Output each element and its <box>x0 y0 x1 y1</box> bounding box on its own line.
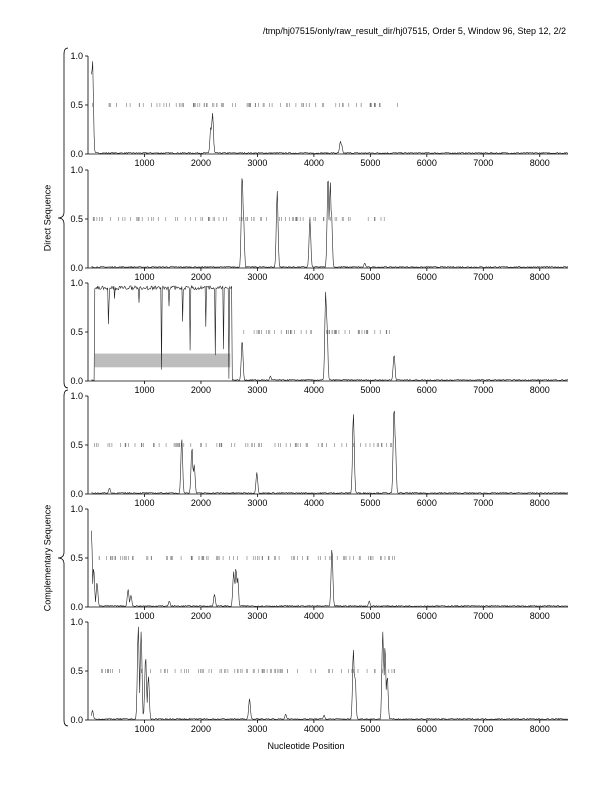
y-tick-label-5-1: 0.5 <box>70 553 83 563</box>
x-tick-label-2-1: 2000 <box>190 272 211 282</box>
x-tick-label-3-6: 7000 <box>473 385 494 395</box>
x-tick-label-3-2: 3000 <box>247 385 268 395</box>
x-tick-label-4-7: 8000 <box>529 498 550 508</box>
y-tick-label-2-2: 1.0 <box>70 165 83 175</box>
brace-complementary <box>58 390 68 726</box>
group-label-complementary: Complementary Sequence <box>41 504 52 612</box>
x-tick-label-1-5: 6000 <box>416 158 437 168</box>
header-text: /tmp/hj07515/only/raw_result_dir/hj07515, Order 5, Window 96, Step 12, 2/2 <box>262 26 566 36</box>
x-tick-label-3-7: 8000 <box>529 385 550 395</box>
x-tick-label-6-3: 4000 <box>303 724 324 734</box>
x-tick-label-6-0: 1000 <box>134 724 155 734</box>
x-tick-label-6-2: 3000 <box>247 724 268 734</box>
midline-ticks-5 <box>99 556 394 560</box>
midline-ticks-3 <box>244 330 390 334</box>
x-tick-label-2-5: 6000 <box>416 272 437 282</box>
y-tick-label-1-2: 1.0 <box>70 51 83 61</box>
y-tick-label-3-1: 0.5 <box>70 327 83 337</box>
signal-trace-4 <box>91 411 568 494</box>
highlight-box-3 <box>95 354 231 368</box>
x-tick-label-1-4: 5000 <box>360 158 381 168</box>
x-tick-label-4-3: 4000 <box>303 498 324 508</box>
y-tick-label-5-0: 0.0 <box>70 602 83 612</box>
x-tick-label-6-1: 2000 <box>190 724 211 734</box>
y-tick-label-1-1: 0.5 <box>70 100 83 110</box>
y-tick-label-1-0: 0.0 <box>70 149 83 159</box>
x-tick-label-2-0: 1000 <box>134 272 155 282</box>
x-tick-label-5-1: 2000 <box>190 611 211 621</box>
x-tick-label-2-6: 7000 <box>473 272 494 282</box>
x-tick-label-3-4: 5000 <box>360 385 381 395</box>
y-tick-label-2-0: 0.0 <box>70 263 83 273</box>
signal-trace-5 <box>91 531 568 607</box>
x-tick-label-5-2: 3000 <box>247 611 268 621</box>
x-tick-label-5-5: 6000 <box>416 611 437 621</box>
x-tick-label-2-3: 4000 <box>303 272 324 282</box>
x-tick-label-5-3: 4000 <box>303 611 324 621</box>
x-tick-label-5-7: 8000 <box>529 611 550 621</box>
y-tick-label-6-1: 0.5 <box>70 666 83 676</box>
y-tick-label-2-1: 0.5 <box>70 214 83 224</box>
x-tick-label-2-4: 5000 <box>360 272 381 282</box>
y-tick-label-3-0: 0.0 <box>70 376 83 386</box>
midline-ticks-1 <box>93 103 398 107</box>
x-tick-label-1-3: 4000 <box>303 158 324 168</box>
y-tick-label-4-0: 0.0 <box>70 489 83 499</box>
x-tick-label-1-7: 8000 <box>529 158 550 168</box>
x-tick-label-6-7: 8000 <box>529 724 550 734</box>
x-tick-label-1-1: 2000 <box>190 158 211 168</box>
x-tick-label-3-5: 6000 <box>416 385 437 395</box>
x-tick-label-4-6: 7000 <box>473 498 494 508</box>
signal-trace-6 <box>91 627 568 720</box>
x-tick-label-4-4: 5000 <box>360 498 381 508</box>
x-tick-label-4-1: 2000 <box>190 498 211 508</box>
midline-ticks-2 <box>93 217 384 221</box>
brace-direct <box>58 48 68 388</box>
y-tick-label-6-2: 1.0 <box>70 617 83 627</box>
x-tick-label-3-3: 4000 <box>303 385 324 395</box>
x-tick-label-1-0: 1000 <box>134 158 155 168</box>
x-tick-label-1-2: 3000 <box>247 158 268 168</box>
x-tick-label-4-2: 3000 <box>247 498 268 508</box>
x-tick-label-5-6: 7000 <box>473 611 494 621</box>
y-tick-label-4-1: 0.5 <box>70 440 83 450</box>
x-tick-label-5-0: 1000 <box>134 611 155 621</box>
x-tick-label-6-4: 5000 <box>360 724 381 734</box>
midline-ticks-4 <box>95 443 392 447</box>
x-tick-label-1-6: 7000 <box>473 158 494 168</box>
y-tick-label-5-2: 1.0 <box>70 504 83 514</box>
y-tick-label-3-2: 1.0 <box>70 278 83 288</box>
x-tick-label-3-0: 1000 <box>134 385 155 395</box>
x-axis-label: Nucleotide Position <box>267 741 345 751</box>
y-tick-label-4-2: 1.0 <box>70 391 83 401</box>
x-tick-label-6-6: 7000 <box>473 724 494 734</box>
x-tick-label-4-5: 6000 <box>416 498 437 508</box>
x-tick-label-4-0: 1000 <box>134 498 155 508</box>
x-tick-label-3-1: 2000 <box>190 385 211 395</box>
x-tick-label-2-7: 8000 <box>529 272 550 282</box>
x-tick-label-2-2: 3000 <box>247 272 268 282</box>
x-tick-label-6-5: 6000 <box>416 724 437 734</box>
y-tick-label-6-0: 0.0 <box>70 715 83 725</box>
group-label-direct: Direct Sequence <box>41 184 52 252</box>
signal-trace-2 <box>91 178 568 267</box>
signal-trace-1 <box>91 61 568 153</box>
x-tick-label-5-4: 5000 <box>360 611 381 621</box>
